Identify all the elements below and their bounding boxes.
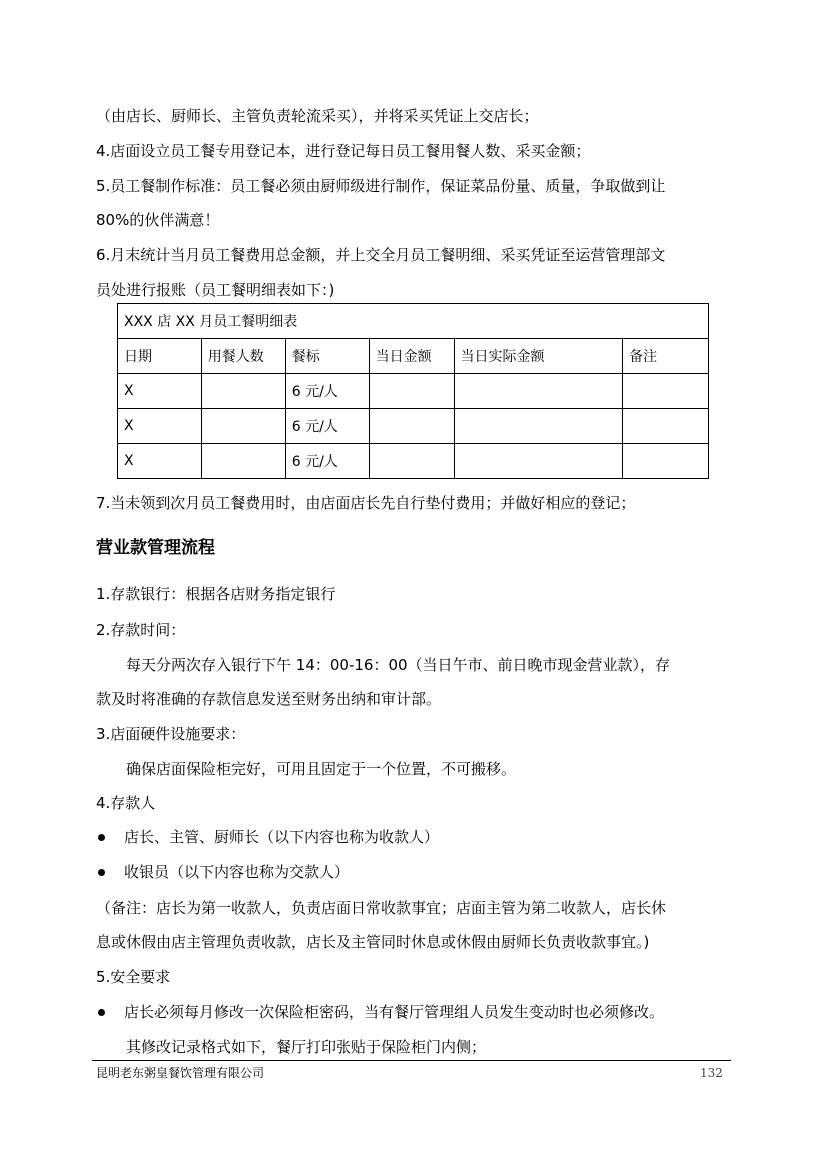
table-cell bbox=[623, 374, 709, 409]
table-row bbox=[118, 444, 709, 479]
text-line: 员处进行报账（员工餐明细表如下：) bbox=[96, 281, 335, 299]
text-line: 6.月末统计当月员工餐费用总金额，并上交全月员工餐明细、采买凭证至运营管理部文 bbox=[96, 246, 666, 264]
table-header: 当日实际金额 bbox=[454, 339, 623, 374]
table-caption-row bbox=[118, 304, 709, 339]
table-header-row bbox=[118, 339, 709, 374]
text-line: 80%的伙伴满意！ bbox=[96, 211, 220, 229]
table-cell: 6 元/人 bbox=[285, 374, 369, 409]
table-header: 餐标 bbox=[285, 339, 369, 374]
table-cell bbox=[454, 444, 623, 479]
table-cell bbox=[623, 444, 709, 479]
table-cell bbox=[369, 444, 454, 479]
table-header: 当日金额 bbox=[369, 339, 454, 374]
text-line: 其修改记录格式如下，餐厅打印张贴于保险柜门内侧； bbox=[126, 1038, 487, 1056]
table-cell bbox=[623, 409, 709, 444]
bullet-dot-icon bbox=[98, 834, 105, 841]
bullet-text: 店长、主管、厨师长（以下内容也称为收款人） bbox=[124, 828, 440, 846]
table-cell bbox=[454, 374, 623, 409]
table-cell bbox=[369, 409, 454, 444]
table-row bbox=[118, 374, 709, 409]
text-line: （由店长、厨师长、主管负责轮流采买），并将采买凭证上交店长； bbox=[96, 107, 539, 125]
table-title: XXX 店 XX 月员工餐明细表 bbox=[118, 304, 709, 339]
table-cell: 6 元/人 bbox=[285, 444, 369, 479]
table-cell: X bbox=[118, 444, 202, 479]
table-header: 日期 bbox=[118, 339, 202, 374]
text-line: 5.安全要求 bbox=[96, 968, 171, 986]
table-header: 用餐人数 bbox=[201, 339, 285, 374]
text-line: 7.当未领到次月员工餐费用时，由店面店长先自行垫付费用；并做好相应的登记； bbox=[96, 494, 636, 512]
text-line: 1.存款银行：根据各店财务指定银行 bbox=[96, 585, 336, 603]
table-cell bbox=[201, 374, 285, 409]
text-line: 确保店面保险柜完好，可用且固定于一个位置，不可搬移。 bbox=[126, 760, 517, 778]
table-cell: X bbox=[118, 374, 202, 409]
text-line: 2.存款时间： bbox=[96, 621, 186, 639]
page-number: 132 bbox=[700, 1066, 723, 1080]
meal-detail-table bbox=[117, 303, 709, 479]
text-line: 每天分两次存入银行下午 14：00-16：00（当日午市、前日晚市现金营业款），存 bbox=[126, 656, 671, 674]
bullet-text: 收银员（以下内容也称为交款人） bbox=[124, 863, 350, 881]
text-line: 4.店面设立员工餐专用登记本，进行登记每日员工餐用餐人数、采买金额； bbox=[96, 142, 591, 160]
section-heading: 营业款管理流程 bbox=[96, 538, 215, 558]
text-line: 4.存款人 bbox=[96, 794, 156, 812]
text-line: 款及时将准确的存款信息发送至财务出纳和审计部。 bbox=[96, 690, 442, 708]
table-row bbox=[118, 409, 709, 444]
table-cell bbox=[369, 374, 454, 409]
table-cell bbox=[201, 444, 285, 479]
text-line: 3.店面硬件设施要求： bbox=[96, 725, 246, 743]
text-line: 息或休假由店主管理负责收款，店长及主管同时休息或休假由厨师长负责收款事宜。) bbox=[96, 933, 650, 951]
table-cell bbox=[201, 409, 285, 444]
table-header: 备注 bbox=[623, 339, 709, 374]
table-cell bbox=[454, 409, 623, 444]
footer-divider bbox=[92, 1060, 731, 1061]
bullet-dot-icon bbox=[98, 1009, 105, 1016]
table-cell: 6 元/人 bbox=[285, 409, 369, 444]
bullet-dot-icon bbox=[98, 869, 105, 876]
bullet-text: 店长必须每月修改一次保险柜密码，当有餐厅管理组人员发生变动时也必须修改。 bbox=[124, 1003, 665, 1021]
text-line: 5.员工餐制作标准：员工餐必须由厨师级进行制作，保证菜品份量、质量，争取做到让 bbox=[96, 177, 666, 195]
text-line: （备注：店长为第一收款人，负责店面日常收款事宜；店面主管为第二收款人，店长休 bbox=[96, 899, 667, 917]
footer-company: 昆明老东粥皇餐饮管理有限公司 bbox=[96, 1066, 265, 1080]
table-cell: X bbox=[118, 409, 202, 444]
